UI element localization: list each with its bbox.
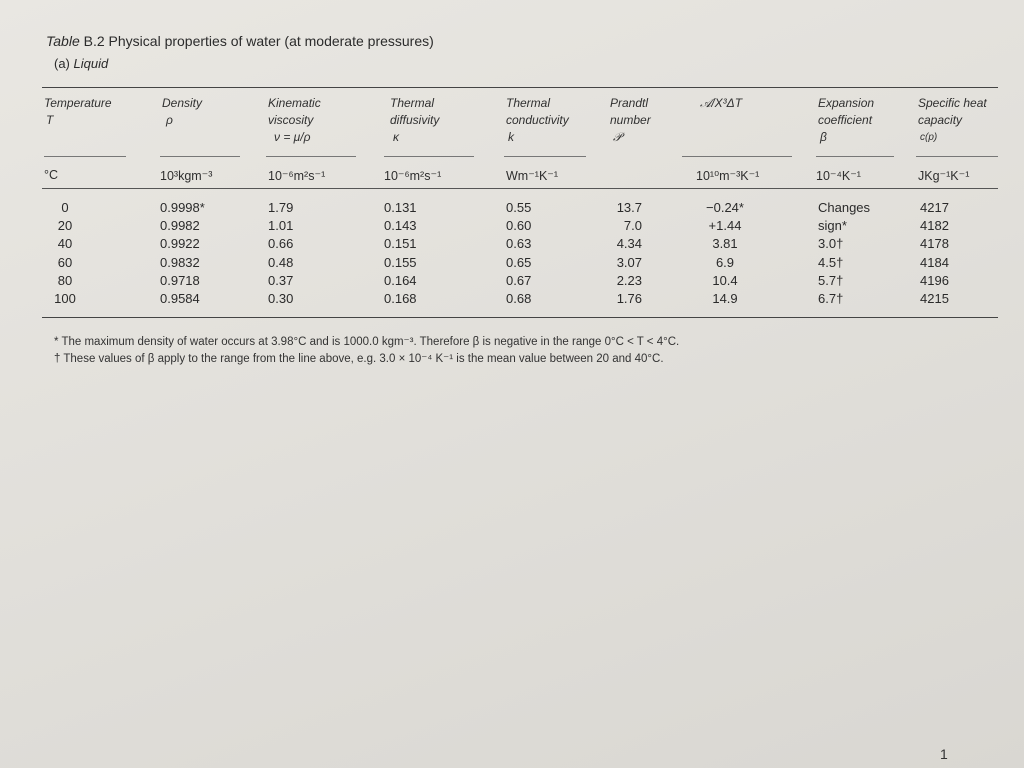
column-a-over-x3dt (690, 199, 760, 308)
header-underline (504, 156, 586, 157)
table-cell: 6.7† (818, 290, 844, 306)
header-underline (160, 156, 240, 157)
footnote-expansion: † These values of β apply to the range from the line above, e.g. 3.0 × 10⁻⁴ K⁻¹ is the mean value between 20 and 40°C. (54, 353, 664, 365)
table-cell: 5.7† (818, 272, 844, 288)
table-cell: 0.68 (506, 290, 532, 306)
header-line: coefficient (818, 113, 873, 127)
header-line: diffusivity (390, 113, 440, 127)
table-cell: 0.67 (506, 272, 532, 288)
header-line: Thermal (506, 96, 551, 110)
subtitle-text: Liquid (73, 56, 109, 71)
table-cell: 3.81 (712, 236, 738, 252)
unit-density: 10³kgm⁻³ (160, 169, 213, 183)
header-kinematic-viscosity (268, 95, 321, 146)
column-temperature (48, 199, 82, 308)
table-subtitle (54, 56, 108, 71)
table-cell: 0.9718 (160, 272, 200, 288)
table-cell: 0.66 (268, 236, 294, 252)
header-line: number (610, 113, 651, 127)
table-cell: 6.9 (715, 254, 735, 270)
table-cell: 0.30 (268, 290, 294, 306)
table-cell: 1.01 (268, 218, 294, 234)
header-thermal-conductivity (506, 95, 569, 146)
table-cell: 0.143 (384, 218, 417, 234)
header-density (162, 95, 202, 129)
table-cell: −0.24* (706, 200, 744, 215)
header-line: β (820, 130, 827, 144)
footnote-density: * The maximum density of water occurs at 3.98°C and is 1000.0 kgm⁻³. Therefore β is negative in the range 0°C < T < 4°C. (54, 336, 680, 348)
column-density (160, 199, 205, 308)
header-line: ρ (166, 113, 173, 127)
header-temperature (44, 95, 112, 129)
header-a-over-x3dt (700, 95, 742, 112)
bottom-rule (42, 317, 998, 318)
table-cell: +1.44 (708, 218, 742, 234)
header-line: capacity (918, 113, 963, 127)
table-cell: 0.55 (506, 200, 532, 215)
column-prandtl-number (596, 199, 642, 308)
table-cell: 4.34 (616, 236, 642, 252)
table-cell: 4215 (920, 290, 949, 306)
unit-expansion-coefficient: 10⁻⁴K⁻¹ (816, 169, 861, 183)
header-line: Temperature (44, 96, 112, 110)
table-cell: 4184 (920, 254, 949, 270)
table-cell: 2.23 (616, 272, 642, 288)
table-cell: 0.9922 (160, 236, 200, 252)
header-line: 𝒫 (613, 130, 622, 144)
table-cell: 0.131 (384, 200, 417, 215)
header-line: Specific heat (918, 96, 987, 110)
header-line: 𝒜/X³ΔT (700, 96, 743, 110)
unit-temperature: °C (44, 168, 59, 182)
table-cell: 4.5† (818, 254, 844, 270)
column-thermal-diffusivity (384, 199, 417, 308)
page-number: 1 (940, 746, 948, 762)
table-cell: 0.9982 (160, 218, 200, 234)
table-cell: 0.37 (268, 272, 294, 288)
table-cell: 4196 (920, 272, 949, 288)
table-cell: 4178 (920, 236, 949, 252)
table-cell: 0.63 (506, 236, 532, 252)
unit-thermal-diffusivity: 10⁻⁶m²s⁻¹ (384, 169, 442, 183)
table-cell: 4182 (920, 218, 949, 234)
column-kinematic-viscosity (268, 199, 293, 308)
header-line: T (46, 113, 54, 127)
table-cell: 3.07 (616, 254, 642, 270)
header-underline (816, 156, 894, 157)
header-line: Density (162, 96, 203, 110)
table-cell: 0 (61, 200, 69, 215)
table-cell: 0.9584 (160, 290, 200, 306)
header-line: ν = μ/ρ (274, 130, 311, 144)
header-underline (682, 156, 792, 157)
table-cell: 40 (57, 236, 73, 252)
header-line: c(p) (920, 132, 938, 143)
header-line: conductivity (506, 113, 569, 127)
header-underline (44, 156, 126, 157)
table-cell: 0.48 (268, 254, 294, 270)
subtitle-marker: (a) (54, 56, 70, 71)
table-cell: 14.9 (712, 290, 738, 306)
header-prandtl-number (610, 95, 651, 146)
table-cell: 0.168 (384, 290, 417, 306)
table-cell: 0.9998* (160, 200, 205, 215)
table-cell: 20 (57, 218, 73, 234)
header-underline (916, 156, 998, 157)
header-line: k (508, 130, 514, 144)
table-cell: sign* (818, 218, 847, 234)
header-line: Thermal (390, 96, 435, 110)
table-label: Table (46, 33, 80, 49)
table-title (46, 33, 434, 49)
table-cell: 1.76 (616, 290, 642, 306)
unit-thermal-conductivity: Wm⁻¹K⁻¹ (506, 169, 559, 183)
header-thermal-diffusivity (390, 95, 439, 146)
header-expansion-coefficient (818, 95, 874, 146)
table-cell: 10.4 (712, 272, 738, 288)
table-number: B.2 (83, 33, 105, 49)
header-underline (266, 156, 356, 157)
unit-a-over-x3dt: 10¹⁰m⁻³K⁻¹ (696, 169, 760, 183)
header-specific-heat (918, 95, 987, 146)
column-expansion-coefficient (818, 199, 870, 308)
table-cell: 100 (54, 290, 76, 306)
table-cell: 60 (57, 254, 73, 270)
column-specific-heat (920, 199, 949, 308)
header-bottom-rule (42, 188, 998, 189)
unit-kinematic-viscosity: 10⁻⁶m²s⁻¹ (268, 169, 326, 183)
table-title-text: Physical properties of water (at moderate pressures) (108, 33, 434, 49)
table-cell: 7.0 (623, 218, 642, 234)
header-line: κ (393, 130, 399, 144)
top-rule (42, 87, 998, 88)
table-cell: 0.60 (506, 218, 532, 234)
header-underline (384, 156, 474, 157)
table-cell: 0.9832 (160, 254, 200, 270)
header-line: Expansion (818, 96, 875, 110)
table-cell: 4217 (920, 200, 949, 215)
table-cell: Changes (818, 200, 871, 215)
header-line: viscosity (268, 113, 314, 127)
table-cell: 80 (57, 272, 73, 288)
table-cell: 0.164 (384, 272, 417, 288)
table-cell: 1.79 (268, 200, 294, 215)
table-cell: 0.65 (506, 254, 532, 270)
header-line: Kinematic (268, 96, 321, 110)
table-cell: 0.155 (384, 254, 417, 270)
header-line: Prandtl (610, 96, 649, 110)
table-cell: 0.151 (384, 236, 417, 252)
table-cell: 3.0† (818, 236, 844, 252)
column-thermal-conductivity (506, 199, 531, 308)
table-cell: 13.7 (616, 200, 642, 215)
unit-specific-heat: JKg⁻¹K⁻¹ (918, 169, 970, 183)
